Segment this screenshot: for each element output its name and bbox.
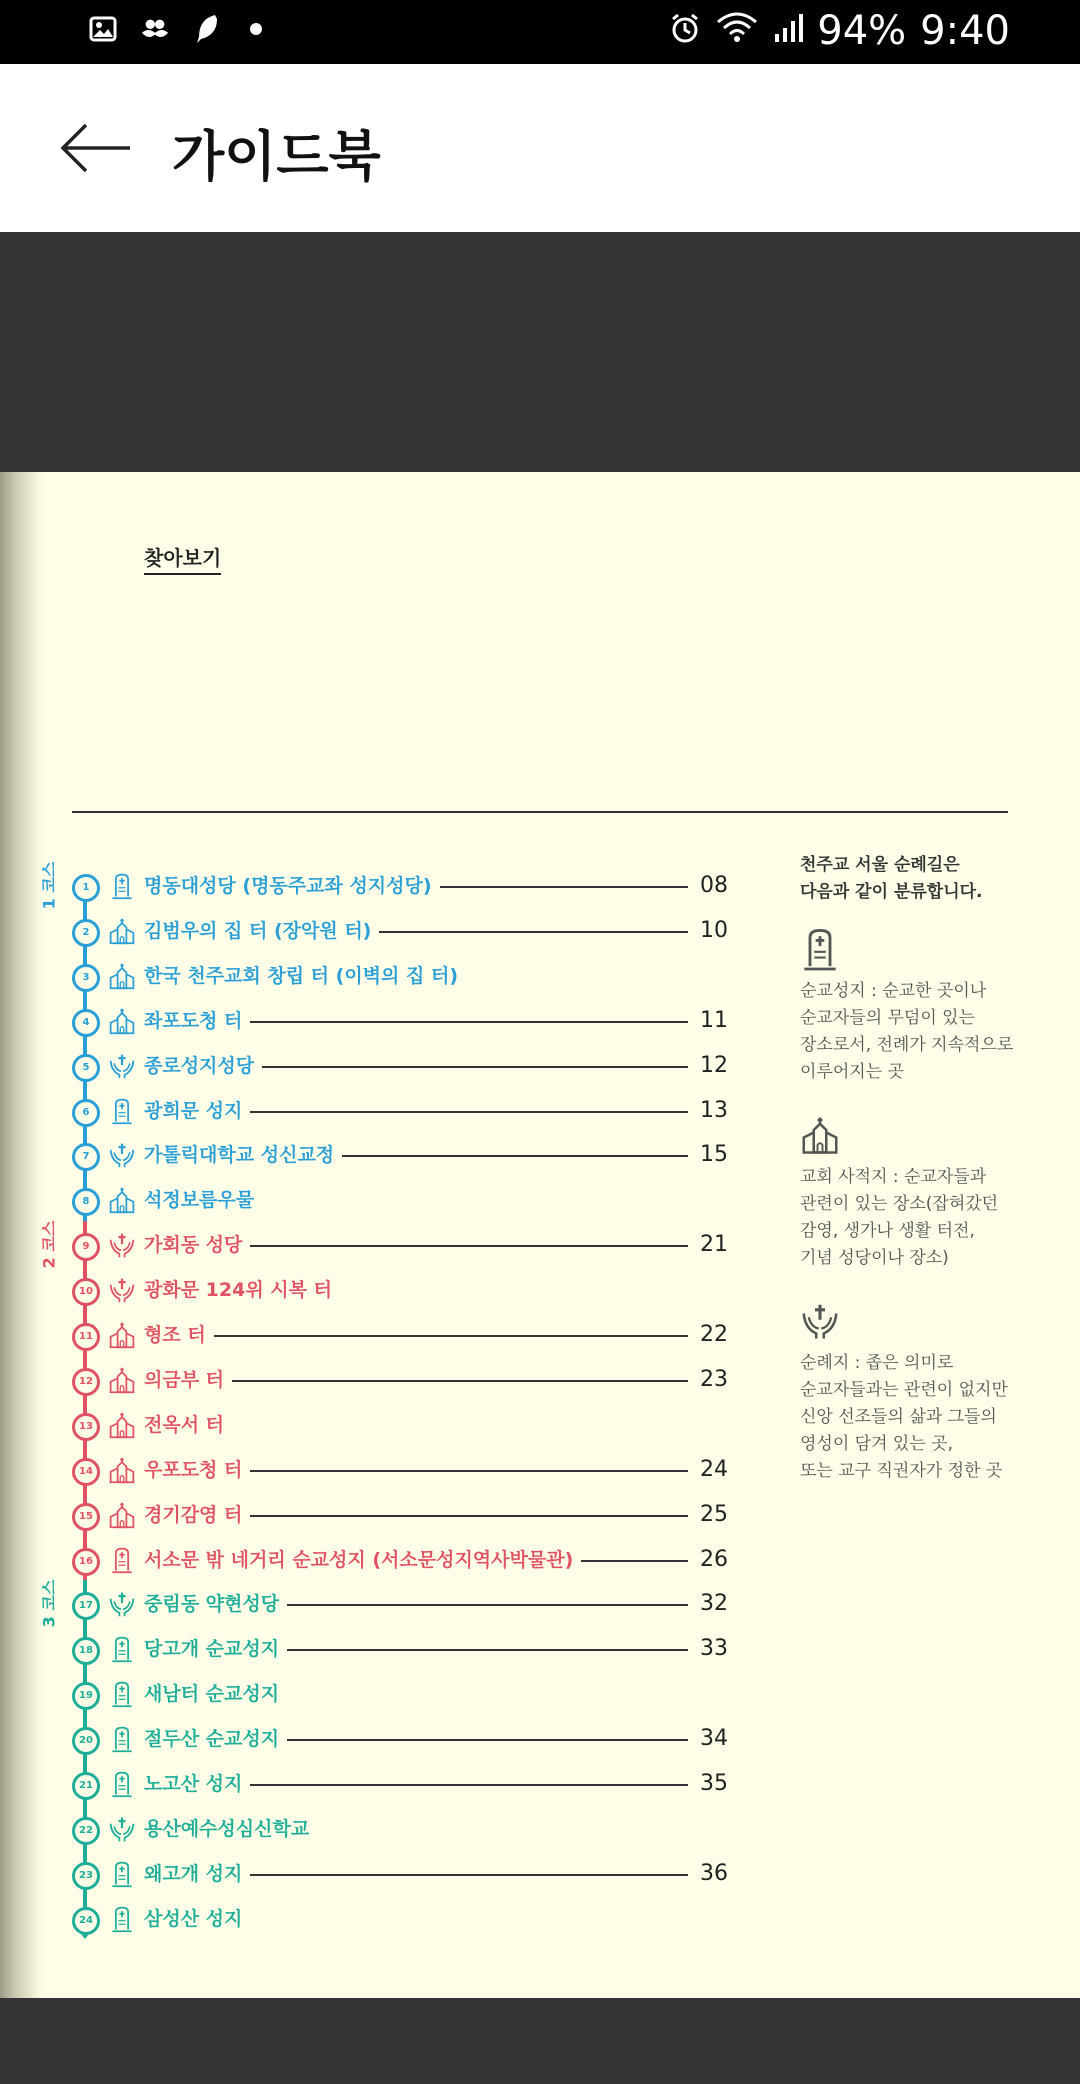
legend-description-line: 영성이 담겨 있는 곳, <box>800 1434 953 1454</box>
leader-line <box>250 1245 688 1247</box>
entry-label: 우포도청 터 <box>144 1458 243 1481</box>
leader-line <box>250 1874 688 1876</box>
entry-page-number: 26 <box>700 1546 728 1572</box>
back-arrow-icon <box>60 122 132 174</box>
legend-description <box>800 978 1020 1086</box>
index-entry[interactable] <box>0 1456 760 1486</box>
legend-description-line: 순교자들과는 관련이 없지만 <box>800 1380 1008 1400</box>
entry-label: 전옥서 터 <box>144 1413 225 1436</box>
index-entry[interactable] <box>0 1770 760 1800</box>
system-status <box>669 8 1010 54</box>
battery-level: 94% <box>817 8 907 54</box>
legend-description-line: 감영, 생가나 생활 터전, <box>800 1221 975 1241</box>
church-icon <box>800 1112 840 1158</box>
mustache-app-icon <box>140 14 170 44</box>
tomb-icon <box>108 1635 136 1663</box>
entry-page-number: 36 <box>700 1860 728 1886</box>
entry-number-badge: 1 <box>72 874 100 902</box>
entry-label: 삼성산 성지 <box>144 1907 243 1930</box>
viewer-top-margin <box>0 232 1080 472</box>
entry-number-badge: 13 <box>72 1413 100 1441</box>
entry-label: 의금부 터 <box>144 1368 225 1391</box>
index-entry[interactable] <box>0 1366 760 1396</box>
entry-number-badge: 12 <box>72 1368 100 1396</box>
index-entry[interactable] <box>0 1546 760 1576</box>
legend-description-line: 교회 사적지 : 순교자들과 <box>800 1167 987 1187</box>
hands-icon <box>108 1276 136 1304</box>
leader-line <box>379 931 688 933</box>
course-label: 2 코스 <box>39 1220 59 1269</box>
divider-line <box>72 811 1008 813</box>
entry-number-badge: 16 <box>72 1548 100 1576</box>
church-icon <box>108 1321 136 1349</box>
entry-page-number: 32 <box>700 1591 728 1617</box>
entry-number-badge: 23 <box>72 1862 100 1890</box>
legend-description <box>800 1350 1020 1485</box>
entry-number-badge: 4 <box>72 1009 100 1037</box>
entry-label: 김범우의 집 터 (장악원 터) <box>144 919 372 942</box>
tomb-icon <box>108 872 136 900</box>
entry-page-number: 22 <box>700 1322 728 1347</box>
entry-number-badge: 19 <box>72 1682 100 1710</box>
entry-label: 노고산 성지 <box>144 1773 243 1795</box>
index-entry[interactable] <box>0 1680 760 1710</box>
notification-icons <box>88 14 262 44</box>
entry-label: 중림동 약현성당 <box>144 1593 280 1616</box>
entry-label: 가회동 성당 <box>144 1234 243 1257</box>
entry-number-badge: 2 <box>72 919 100 947</box>
viewer-bottom-margin <box>0 1998 1080 2084</box>
entry-page-number: 13 <box>700 1097 728 1123</box>
leader-line <box>581 1560 688 1562</box>
entry-number-badge: 20 <box>72 1727 100 1755</box>
hands-icon <box>108 1052 136 1080</box>
entry-label: 서소문 밖 네거리 순교성지 (서소문성지역사박물관) <box>144 1548 574 1571</box>
legend-item <box>800 1112 1020 1272</box>
leader-line <box>250 1021 688 1023</box>
legend-intro-line: 다음과 같이 분류합니다. <box>800 882 983 902</box>
index-entry[interactable] <box>0 1635 760 1665</box>
hands-icon <box>108 1815 136 1843</box>
hands-icon <box>108 1231 136 1259</box>
tomb-icon <box>800 926 840 972</box>
tomb-icon <box>108 1860 136 1888</box>
leader-line <box>440 886 688 888</box>
entry-label: 명동대성당 (명동주교좌 성지성당) <box>144 875 432 897</box>
leader-line <box>250 1111 688 1113</box>
index-entry[interactable] <box>0 1007 760 1037</box>
legend-description-line: 관련이 있는 장소(잡혀갔던 <box>800 1194 999 1214</box>
index-entry[interactable] <box>0 917 760 947</box>
entry-page-number: 23 <box>700 1366 728 1392</box>
entry-number-badge: 11 <box>72 1323 100 1351</box>
entry-label: 가톨릭대학교 성신교정 <box>144 1144 335 1167</box>
leader-line <box>342 1155 688 1157</box>
entry-label: 광희문 성지 <box>144 1099 243 1122</box>
entry-number-badge: 14 <box>72 1458 100 1486</box>
leader-line <box>287 1649 688 1651</box>
tomb-icon <box>108 1770 136 1798</box>
church-icon <box>108 1007 136 1035</box>
entry-number-badge: 10 <box>72 1278 100 1306</box>
legend-description <box>800 1164 1020 1272</box>
legend-intro <box>800 852 1020 906</box>
entry-label: 경기감영 터 <box>144 1503 243 1526</box>
tomb-icon <box>108 1905 136 1933</box>
index-entry[interactable] <box>0 1590 760 1620</box>
legend-description-line: 기념 성당이나 장소) <box>800 1248 949 1268</box>
course-label: 1 코스 <box>39 861 59 910</box>
index-entry[interactable] <box>0 1276 760 1306</box>
index-entry[interactable] <box>0 1501 760 1531</box>
entry-label: 한국 천주교회 창립 터 (이벽의 집 터) <box>144 964 459 987</box>
entry-label: 광화문 124위 시복 터 <box>144 1279 332 1302</box>
entry-number-badge: 15 <box>72 1503 100 1531</box>
index-entry[interactable] <box>0 1141 760 1171</box>
entry-page-number: 12 <box>700 1052 728 1078</box>
leader-line <box>250 1515 688 1517</box>
clock: 9:40 <box>920 8 1010 54</box>
legend-description-line: 순교성지 : 순교한 곳이나 <box>800 981 987 1001</box>
entry-number-badge: 8 <box>72 1188 100 1216</box>
entry-number-badge: 24 <box>72 1907 100 1935</box>
entry-page-number: 11 <box>700 1007 728 1033</box>
hands-icon <box>800 1298 840 1344</box>
entry-label: 절두산 순교성지 <box>144 1728 280 1751</box>
legend-item <box>800 926 1020 1086</box>
leader-line <box>214 1335 688 1337</box>
church-icon <box>108 1366 136 1394</box>
gallery-icon <box>88 14 118 44</box>
index-entry[interactable] <box>0 1321 760 1351</box>
page-title: 가이드북 <box>172 125 381 188</box>
church-icon <box>108 962 136 990</box>
entry-number-badge: 7 <box>72 1143 100 1171</box>
tomb-icon <box>108 1725 136 1753</box>
wifi-icon <box>715 8 759 54</box>
index-entry[interactable] <box>0 1860 760 1890</box>
tomb-icon <box>108 1097 136 1125</box>
entry-number-badge: 17 <box>72 1592 100 1620</box>
entry-number-badge: 9 <box>72 1233 100 1261</box>
leader-line <box>287 1604 688 1606</box>
entry-label: 왜고개 성지 <box>144 1862 243 1885</box>
index-entry[interactable] <box>0 1231 760 1261</box>
legend-description-line: 순례지 : 좁은 의미로 <box>800 1353 954 1373</box>
index-entry[interactable] <box>0 1097 760 1127</box>
entry-label: 당고개 순교성지 <box>144 1638 280 1661</box>
church-icon <box>108 1411 136 1439</box>
index-entry[interactable] <box>0 962 760 992</box>
leader-line <box>250 1784 688 1786</box>
tomb-icon <box>108 1546 136 1574</box>
church-icon <box>108 1456 136 1484</box>
entry-number-badge: 18 <box>72 1637 100 1665</box>
legend-description-line: 장소로서, 전례가 지속적으로 <box>800 1035 1014 1055</box>
entry-page-number: 08 <box>700 873 728 898</box>
index-entry[interactable] <box>0 1186 760 1216</box>
course-label: 3 코스 <box>39 1580 59 1628</box>
entry-number-badge: 6 <box>72 1099 100 1127</box>
feather-app-icon <box>192 14 222 44</box>
entry-label: 종로성지성당 <box>144 1054 255 1077</box>
tomb-icon <box>108 1680 136 1708</box>
church-icon <box>108 917 136 945</box>
entry-label: 형조 터 <box>144 1324 206 1346</box>
leader-line <box>250 1470 688 1472</box>
index-entry[interactable] <box>0 1052 760 1082</box>
entry-page-number: 24 <box>700 1456 728 1482</box>
entry-page-number: 34 <box>700 1726 728 1752</box>
signal-icon <box>773 8 803 54</box>
index-heading: 찾아보기 <box>144 542 221 575</box>
entry-label: 좌포도청 터 <box>144 1009 243 1032</box>
entry-number-badge: 21 <box>72 1772 100 1800</box>
legend-description-line: 순교자들의 무덤이 있는 <box>800 1008 976 1028</box>
entry-number-badge: 22 <box>72 1817 100 1845</box>
hands-icon <box>108 1590 136 1618</box>
legend-item <box>800 1298 1020 1485</box>
entry-page-number: 25 <box>700 1501 728 1527</box>
entry-page-number: 10 <box>700 917 728 943</box>
leader-line <box>262 1066 688 1068</box>
legend-description-line: 신앙 선조들의 삶과 그들의 <box>800 1407 997 1427</box>
leader-line <box>232 1380 688 1382</box>
entry-label: 석정보름우물 <box>144 1189 255 1212</box>
church-icon <box>108 1501 136 1529</box>
guidebook-page[interactable] <box>0 472 1080 1998</box>
alarm-icon <box>669 8 701 54</box>
index-entry[interactable] <box>0 872 760 902</box>
app-bar <box>0 64 1080 232</box>
entry-page-number: 21 <box>700 1232 728 1258</box>
entry-number-badge: 5 <box>72 1054 100 1082</box>
more-notifications-dot <box>250 23 262 35</box>
leader-line <box>287 1739 688 1741</box>
legend-intro-line: 천주교 서울 순례길은 <box>800 855 960 875</box>
status-bar <box>0 0 1080 64</box>
legend-description-line: 또는 교구 직권자가 정한 곳 <box>800 1461 1003 1481</box>
index-entry[interactable] <box>0 1725 760 1755</box>
index-entry[interactable] <box>0 1905 760 1935</box>
entry-page-number: 35 <box>700 1771 728 1796</box>
legend-panel <box>800 852 1020 1511</box>
index-entry[interactable] <box>0 1815 760 1845</box>
legend-description-line: 이루어지는 곳 <box>800 1062 904 1082</box>
entry-number-badge: 3 <box>72 964 100 992</box>
entry-label: 새남터 순교성지 <box>144 1683 280 1706</box>
back-button[interactable] <box>56 116 136 180</box>
entry-label: 용산예수성심신학교 <box>144 1817 310 1840</box>
entry-page-number: 33 <box>700 1636 728 1662</box>
church-icon <box>108 1186 136 1214</box>
index-entry[interactable] <box>0 1411 760 1441</box>
entry-page-number: 15 <box>700 1142 728 1168</box>
hands-icon <box>108 1141 136 1169</box>
